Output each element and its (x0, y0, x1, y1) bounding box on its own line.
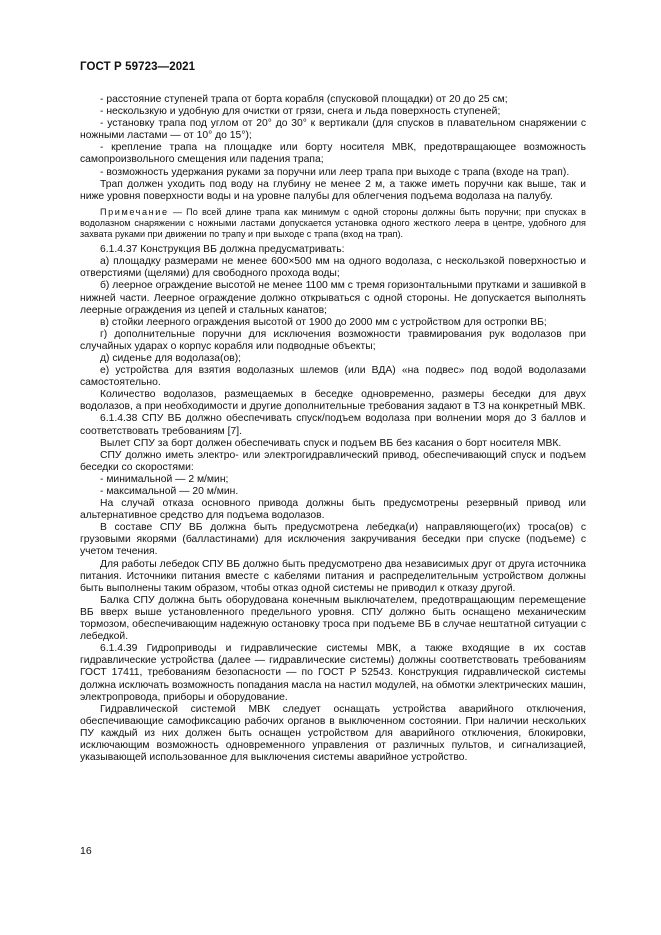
note-label: Примечание (100, 206, 169, 217)
paragraph: - расстояние ступеней трапа от борта корабля (спусковой площадки) от 20 до 25 см; (100, 94, 508, 105)
paragraph: 6.1.4.37 Конструкция ВБ должна предусматривать: (100, 244, 345, 256)
paragraph: 6.1.4.38 СПУ ВБ должно обеспечивать спуск/подъем водолаза при волнении моря до 3 баллов и соответствовать требованиям [7]. (80, 413, 586, 437)
paragraph: в) стойки леерного ограждения высотой от 1900 до 2000 мм с устройством для остропки ВБ; (100, 316, 547, 328)
page-body (80, 94, 586, 764)
paragraph: Балка СПУ должна быть оборудована конечным выключателем, предотвращающим перемещение ВБ вверх выше установленного предельного уровня. СПУ должно быть оснащено механическим тормозом, обеспечивающим надежную остановку троса при подъеме ВБ в случае нештатной ситуации с лебедкой. (80, 594, 586, 643)
paragraph: Для работы лебедок СПУ ВБ должно быть предусмотрено два независимых друг от друга источника питания. Источники питания вместе с кабелями питания и распределительным устройством должны быть выполнены таким образом, чтобы отказ одной системы не приводил к отказу другой. (80, 558, 586, 594)
paragraph: - минимальной — 2 м/мин; (100, 473, 229, 485)
paragraph: Трап должен уходить под воду на глубину не менее 2 м, а также иметь поручни как выше, так и ниже уровня поверхности воды и на уровне палубы для облегчения подъема водолаза на палубу. (80, 178, 586, 202)
paragraph: б) леерное ограждение высотой не менее 1100 мм с тремя горизонтальными прутками и зашивкой в нижней части. Леерное ограждение должно открываться с одной стороны. Не допускается выполнять леерные ограждения из цепей и стальных канатов; (80, 280, 586, 316)
paragraph: 6.1.4.39 Гидроприводы и гидравлические системы МВК, а также входящие в их состав гидравлические устройства (далее — гидравлические системы) должны соответствовать требованиям ГОСТ 17411, требованиям безопасности — по ГОСТ Р 52543. Конструкция гидравлической системы должна исключать возможность попадания масла на настил модулей, на обмотки электрических машин, электропровода, приборы и оборудование. (80, 643, 586, 703)
paragraph: д) сиденье для водолаза(ов); (100, 352, 242, 364)
paragraph: Количество водолазов, размещаемых в беседке одновременно, размеры беседки для двух водолазов, а при необходимости и другие дополнительные требования задают в ТЗ на конкретный МВК. (80, 389, 586, 413)
note-text: — По всей длине трапа как минимум с одной стороны должны быть поручни; при спусках в водолазном снаряжении с ножными ластами допускается установка одного жесткого леера в центре, удобного для захвата руками при движении по трапу и при выходе с трапа (вход на трап). (80, 206, 586, 240)
paragraph: - максимальной — 20 м/мин. (100, 486, 239, 497)
paragraph: Гидравлической системой МВК следует оснащать устройства аварийного отключения, обеспечивающие самофиксацию рабочих органов в выключенном состоянии. При наличии нескольких ПУ каждый из них должен быть оснащен устройством для аварийного отключения, блокировки, исключающим возможность одновременного управления от различных пультов, и сигнализацией, указывающей использованное для выключения системы аварийное устройство. (80, 703, 586, 764)
paragraph: - возможность удержания руками за поручни или леер трапа при выходе с трапа (входе на трап). (100, 166, 570, 178)
paragraph: е) устройства для взятия водолазных шлемов (или ВДА) «на подвес» под водой водолазами самостоятельно. (80, 365, 586, 389)
page-number: 16 (80, 845, 92, 857)
paragraph: Вылет СПУ за борт должен обеспечивать спуск и подъем ВБ без касания о борт носителя МВК. (100, 437, 562, 449)
paragraph: - крепление трапа на площадке или борту носителя МВК, предотвращающее возможность самопроизвольного смещения или падения трапа; (80, 142, 586, 166)
document-header: ГОСТ Р 59723—2021 (80, 61, 196, 73)
paragraph: а) площадку размерами не менее 600×500 мм на одного водолаза, с нескользкой поверхностью и отверстиями (щелями) для свободного прохода воды; (80, 256, 586, 280)
paragraph: - нескользкую и удобную для очистки от грязи, снега и льда поверхность ступеней; (100, 106, 501, 118)
paragraph: На случай отказа основного привода должны быть предусмотрены резервный привод или альтернативное средство для подъема водолазов. (80, 498, 586, 522)
paragraph: СПУ должно иметь электро- или электрогидравлический привод, обеспечивающий спуск и подъем беседки со скоростями: (80, 449, 586, 473)
paragraph: В составе СПУ ВБ должна быть предусмотрена лебедка(и) направляющего(их) троса(ов) с грузовыми якорями (балластинами) для исключения закручивания беседки при спуске (подъеме) с учетом течения. (80, 522, 586, 558)
paragraph: г) дополнительные поручни для исключения возможности травмирования рук водолазов при случайных ударах о корпус корабля или подводные объекты; (80, 328, 586, 352)
note (80, 207, 586, 240)
paragraph: - установку трапа под углом от 20° до 30° к вертикали (для спусков в плавательном снаряжении с ножными ластами — от 10° до 15°); (80, 118, 586, 142)
